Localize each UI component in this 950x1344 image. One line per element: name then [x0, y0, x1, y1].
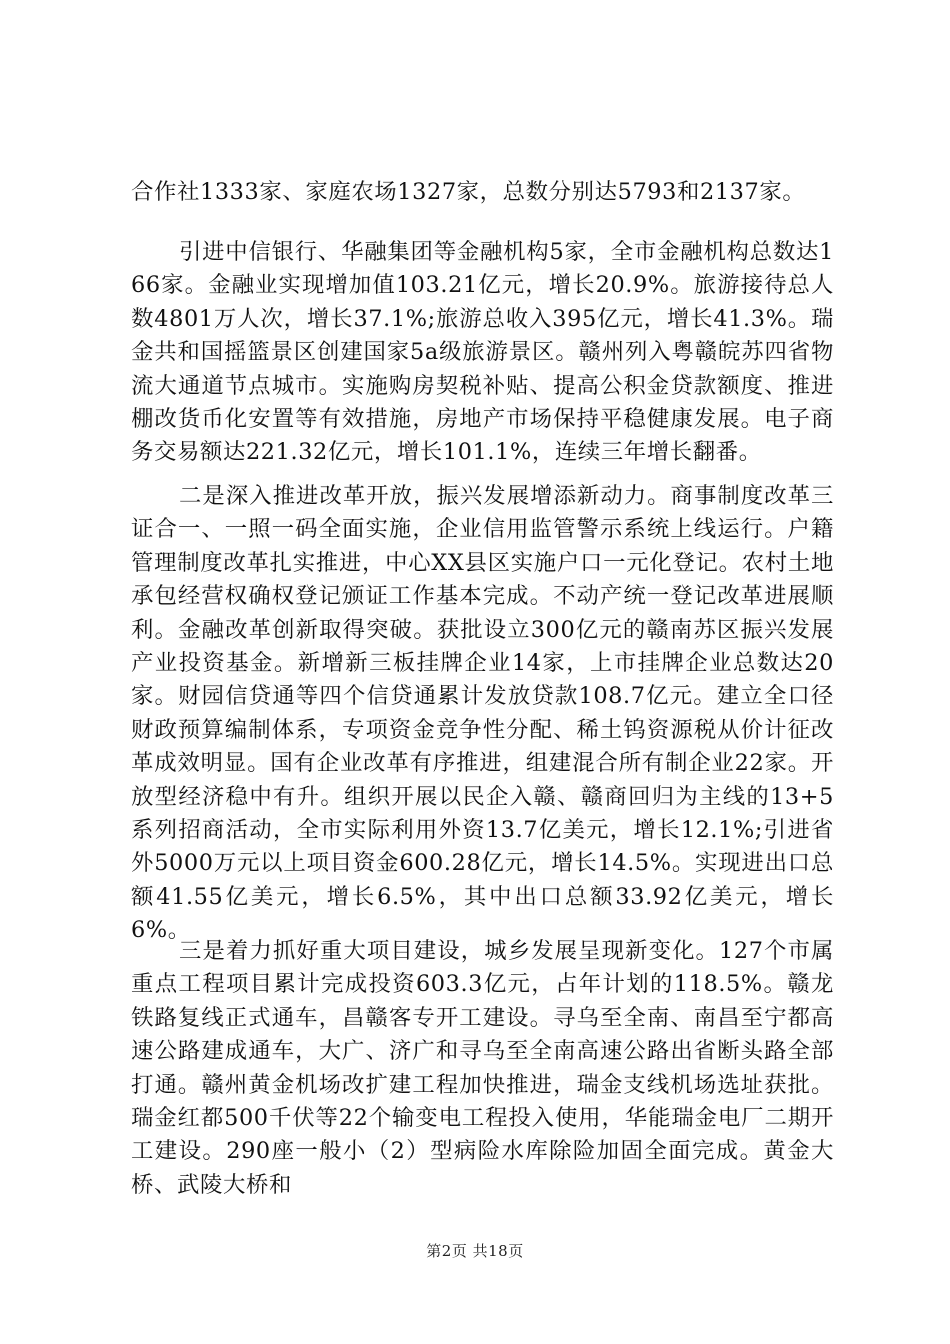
paragraph-continuation: 合作社1333家、家庭农场1327家，总数分别达5793和2137家。 [131, 179, 806, 205]
paragraph-finance-tourism: 引进中信银行、华融集团等金融机构5家，全市金融机构总数达166家。金融业实现增加值103.21亿元，增长20.9%。旅游接待总人数4801万人次，增长37.1%;旅游总收入395亿元，增长41.3%。瑞金共和国摇篮景区创建国家5a级旅游景区。赣州列入粤赣皖苏四省物流大通道节点城市。实施购房契税补贴、提高公积金贷款额度、推进棚改货币化安置等有效措施，房地产市场保持平稳健康发展。电子商务交易额达221.32亿元，增长101.1%，连续三年增长翻番。 [131, 239, 834, 466]
paragraph-major-projects: 三是着力抓好重大项目建设，城乡发展呈现新变化。127个市属重点工程项目累计完成投资603.3亿元，占年计划的118.5%。赣龙铁路复线正式通车，昌赣客专开工建设。寻乌至全南、南昌至宁都高速公路建成通车，大广、济广和寻乌至全南高速公路出省断头路全部打通。赣州黄金机场改扩建工程加快推进，瑞金支线机场选址获批。瑞金红都500千伏等22个输变电工程投入使用，华能瑞金电厂二期开工建设。290座一般小（2）型病险水库除险加固全面完成。黄金大桥、武陵大桥和 [131, 938, 834, 1198]
page-footer: 第2页 共18页 [426, 1242, 524, 1260]
paragraph-reform-opening: 二是深入推进改革开放，振兴发展增添新动力。商事制度改革三证合一、一照一码全面实施，企业信用监管警示系统上线运行。户籍管理制度改革扎实推进，中心XX县区实施户口一元化登记。农村土地承包经营权确权登记颁证工作基本完成。不动产统一登记改革进展顺利。金融改革创新取得突破。获批设立300亿元的赣南苏区振兴发展产业投资基金。新增新三板挂牌企业14家，上市挂牌企业总数达20家。财园信贷通等四个信贷通累计发放贷款108.7亿元。建立全口径财政预算编制体系，专项资金竞争性分配、稀土钨资源税从价计征改革成效明显。国有企业改革有序推进，组建混合所有制企业22家。开放型经济稳中有升。组织开展以民企入赣、赣商回归为主线的13+5系列招商活动，全市实际利用外资13.7亿美元，增长12.1%;引进省外5000万元以上项目资金600.28亿元，增长14.5%。实现进出口总额41.55亿美元，增长6.5%，其中出口总额33.92亿美元，增长6%。 [131, 483, 834, 944]
